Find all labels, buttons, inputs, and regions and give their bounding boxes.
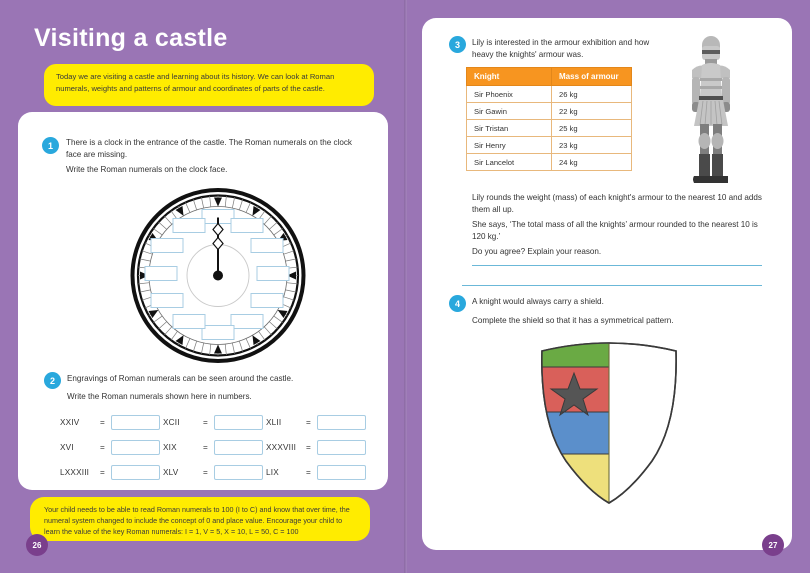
numeral-label: XLV xyxy=(163,467,179,477)
question-2-number: 2 xyxy=(44,372,61,389)
page-title: Visiting a castle xyxy=(34,24,228,52)
numeral-row xyxy=(60,412,370,432)
cell-knight-mass: 24 kg xyxy=(552,154,632,171)
clock-box-7[interactable] xyxy=(173,315,205,329)
clock-box-6[interactable] xyxy=(202,326,234,340)
parent-note-box xyxy=(30,497,370,541)
page-spine xyxy=(404,0,407,573)
table-row xyxy=(467,154,632,171)
numeral-item xyxy=(163,440,266,455)
clock-box-5[interactable] xyxy=(231,315,263,329)
numeral-answer-input[interactable] xyxy=(214,465,263,480)
cell-knight-name: Sir Lancelot xyxy=(467,154,552,171)
clock-icon xyxy=(112,188,324,363)
equals-sign: = xyxy=(306,417,311,427)
knight-armour-icon xyxy=(672,34,750,186)
question-1-line2: Write the Roman numerals on the clock face. xyxy=(66,165,228,174)
cell-knight-name: Sir Gawin xyxy=(467,103,552,120)
numeral-label: XCII xyxy=(163,417,180,427)
table-row xyxy=(467,86,632,103)
table-row xyxy=(467,103,632,120)
clock-box-4[interactable] xyxy=(251,294,283,308)
shield-band-blue xyxy=(524,412,610,454)
question-4-number: 4 xyxy=(449,295,466,312)
table-row xyxy=(467,120,632,137)
numeral-label: XLII xyxy=(266,417,282,427)
cell-knight-mass: 23 kg xyxy=(552,137,632,154)
question-3-para3: Do you agree? Explain your reason. xyxy=(472,247,602,256)
equals-sign: = xyxy=(203,442,208,452)
numeral-label: XXIV xyxy=(60,417,80,427)
parent-note-text: Your child needs to be able to read Roman numerals to 100 (I to C) and know that over time, the numeral system changed to include the concept of 0 and place value. Encourage your child to learn the value of the key Roman numerals: I = 1, V = 5, X = 10, L = 50, C = 100 xyxy=(44,505,350,537)
numeral-answer-input[interactable] xyxy=(317,415,366,430)
numeral-item xyxy=(60,465,163,480)
cell-knight-name: Sir Tristan xyxy=(467,120,552,137)
page-number-right: 27 xyxy=(762,534,784,556)
clock-box-8[interactable] xyxy=(151,294,183,308)
clock-box-11[interactable] xyxy=(173,219,205,233)
intro-box xyxy=(44,64,374,106)
numeral-label: LXXXIII xyxy=(60,467,90,477)
intro-text: Today we are visiting a castle and learning about its history. We can look at Roman numerals, weights and patterns of armour and coordinates of parts of the castle. xyxy=(56,72,335,93)
equals-sign: = xyxy=(100,442,105,452)
numeral-item xyxy=(266,415,369,430)
numeral-item xyxy=(163,415,266,430)
numeral-answer-input[interactable] xyxy=(111,415,160,430)
numeral-answer-input[interactable] xyxy=(214,415,263,430)
column-header-knight: Knight xyxy=(467,68,552,86)
knight-armour-illustration xyxy=(672,34,750,186)
numeral-answer-input[interactable] xyxy=(317,440,366,455)
equals-sign: = xyxy=(306,467,311,477)
question-3-para1: Lily rounds the weight (mass) of each knight's armour to the nearest 10 and adds them all up. xyxy=(472,193,762,215)
cell-knight-mass: 25 kg xyxy=(552,120,632,137)
armour-table xyxy=(466,67,632,171)
numeral-label: LIX xyxy=(266,467,279,477)
column-header-mass: Mass of armour xyxy=(552,68,632,86)
question-3-number: 3 xyxy=(449,36,466,53)
numeral-row xyxy=(60,437,370,457)
question-2-line2: Write the Roman numerals shown here in numbers. xyxy=(67,392,252,401)
page-number-left: 26 xyxy=(26,534,48,556)
numeral-row xyxy=(60,462,370,482)
answer-line-1[interactable] xyxy=(472,265,762,266)
numeral-item xyxy=(60,440,163,455)
equals-sign: = xyxy=(203,467,208,477)
numeral-item xyxy=(60,415,163,430)
numeral-item xyxy=(266,440,369,455)
numeral-answer-input[interactable] xyxy=(111,465,160,480)
equals-sign: = xyxy=(306,442,311,452)
clock-face-diagram xyxy=(112,188,324,363)
question-3-para2: She says, ‘The total mass of all the knights’ armour rounded to the nearest 10 is 120 kg.’ xyxy=(472,220,758,242)
numeral-answer-input[interactable] xyxy=(214,440,263,455)
equals-sign: = xyxy=(100,467,105,477)
numeral-answer-input[interactable] xyxy=(317,465,366,480)
question-1-number: 1 xyxy=(42,137,59,154)
numeral-label: XIX xyxy=(163,442,177,452)
clock-box-10[interactable] xyxy=(151,239,183,253)
question-2-line1: Engravings of Roman numerals can be seen around the castle. xyxy=(67,374,294,383)
shield-band-green xyxy=(524,337,610,367)
shield-icon[interactable] xyxy=(524,337,694,507)
clock-box-3[interactable] xyxy=(257,267,289,281)
equals-sign: = xyxy=(203,417,208,427)
question-3-line1: Lily is interested in the armour exhibition and how heavy the knights' armour was. xyxy=(472,38,650,60)
cell-knight-name: Sir Phoenix xyxy=(467,86,552,103)
numeral-answer-input[interactable] xyxy=(111,440,160,455)
question-1-line1: There is a clock in the entrance of the castle. The Roman numerals on the clock face are missing. xyxy=(66,138,352,160)
numeral-label: XVI xyxy=(60,442,74,452)
clock-box-1[interactable] xyxy=(231,219,263,233)
equals-sign: = xyxy=(100,417,105,427)
numeral-item xyxy=(163,465,266,480)
question-4-line2: Complete the shield so that it has a symmetrical pattern. xyxy=(472,316,674,325)
numeral-item xyxy=(266,465,369,480)
roman-numerals-grid xyxy=(60,412,370,487)
shield-diagram[interactable] xyxy=(524,337,694,507)
table-row xyxy=(467,137,632,154)
clock-box-9[interactable] xyxy=(145,267,177,281)
cell-knight-mass: 22 kg xyxy=(552,103,632,120)
numeral-label: XXXVIII xyxy=(266,442,297,452)
cell-knight-mass: 26 kg xyxy=(552,86,632,103)
table-header-row xyxy=(467,68,632,86)
answer-line-2[interactable] xyxy=(462,285,762,286)
cell-knight-name: Sir Henry xyxy=(467,137,552,154)
clock-box-2[interactable] xyxy=(251,239,283,253)
question-4-line1: A knight would always carry a shield. xyxy=(472,297,604,306)
